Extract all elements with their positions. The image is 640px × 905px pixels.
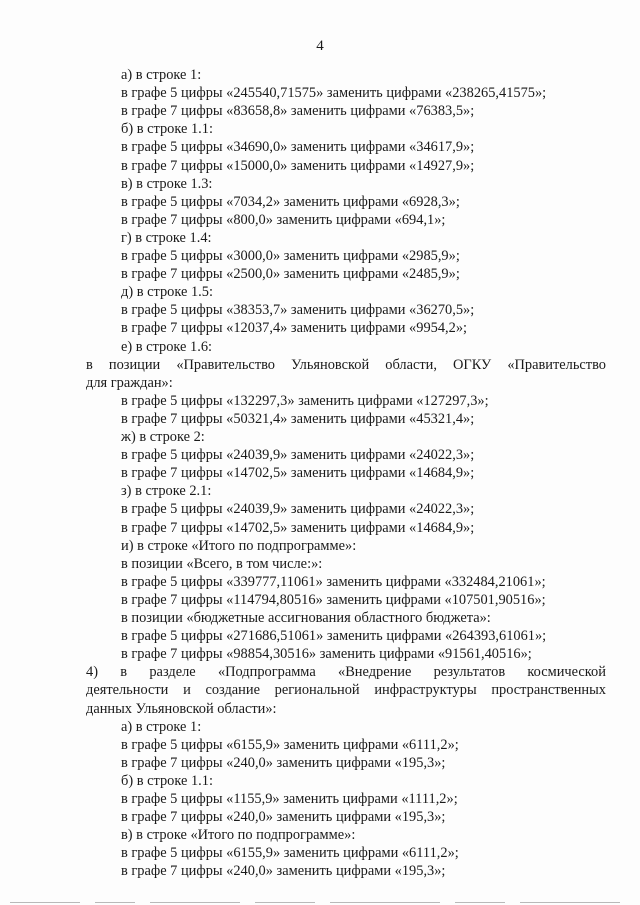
text-word: «Подпрограмма [217,664,316,681]
text-line: и) в строке «Итого по подпрограмме»: [121,537,357,554]
text-line: ж) в строке 2: [121,429,205,445]
text-word: «Правительство [176,356,275,373]
text-word: создание [205,682,260,699]
text-word: «Внедрение [338,664,412,681]
text-word: региональной [274,682,360,699]
text-line: в графе 7 цифры «240,0» заменить цифрами «195,3»; [121,809,446,826]
text-line: б) в строке 1.1: [121,121,213,138]
text-line: в графе 5 цифры «24039,9» заменить цифрами «24022,3»; [121,447,475,464]
text-line: е) в строке 1.6: [121,338,213,355]
text-line [86,681,606,699]
text-line: г) в строке 1.4: [121,229,212,246]
text-line: в графе 7 цифры «98854,30516» заменить цифрами «91561,40516»; [121,646,532,663]
text-line: в графе 7 цифры «240,0» заменить цифрами «195,3»; [121,754,446,771]
text-word: инфраструктуры [374,682,477,699]
text-word: в [86,356,93,373]
text-line: в графе 5 цифры «271686,51061» заменить цифрами «264393,61061»; [121,628,547,645]
text-line: в графе 7 цифры «114794,80516» заменить цифрами «107501,90516»; [121,591,546,608]
text-word: результатов [433,664,506,681]
page-number: 4 [316,38,324,54]
text-word: области, [385,356,437,373]
text-word: в [120,664,128,681]
text-line: в) в строке 1.3: [121,175,213,192]
text-word: разделе [149,664,196,681]
text-line: в графе 5 цифры «6155,9» заменить цифрами «6111,2»; [121,845,459,862]
text-line: в графе 7 цифры «800,0» заменить цифрами «694,1»; [121,211,446,228]
text-line: в графе 5 цифры «3000,0» заменить цифрами «2985,9»; [121,248,460,264]
text-line: в графе 7 цифры «12037,4» заменить цифрами «9954,2»; [121,320,468,337]
text-line: в позиции «бюджетные ассигнования областного бюджета»: [121,610,491,626]
text-line: для граждан»: [86,374,173,391]
text-word: деятельности [86,682,169,699]
text-word: ОГКУ [453,356,492,373]
text-line: в графе 5 цифры «1155,9» заменить цифрами «1111,2»; [121,791,458,807]
text-line: в графе 7 цифры «14702,5» заменить цифрами «14684,9»; [121,465,475,482]
text-line: в графе 5 цифры «38353,7» заменить цифрами «36270,5»; [121,302,475,319]
text-line: в графе 7 цифры «14702,5» заменить цифрами «14684,9»; [121,519,475,536]
text-line: в графе 5 цифры «245540,71575» заменить цифрами «238265,41575»; [121,85,547,102]
text-line: в графе 7 цифры «2500,0» заменить цифрами «2485,9»; [121,266,460,283]
text-line [86,356,606,374]
text-word: 4) [86,664,98,681]
text-line: в графе 5 цифры «24039,9» заменить цифрами «24022,3»; [121,501,475,518]
text-line: данных Ульяновской области»: [86,700,277,717]
text-word: Ульяновской [291,356,370,373]
text-line: б) в строке 1.1: [121,772,213,789]
text-line: в графе 7 цифры «50321,4» заменить цифрами «45321,4»; [121,410,475,427]
text-line: в графе 7 цифры «240,0» заменить цифрами «195,3»; [121,863,446,880]
text-word: космической [527,664,606,681]
text-line: в) в строке «Итого по подпрограмме»: [121,827,356,844]
text-line: в графе 5 цифры «7034,2» заменить цифрами «6928,3»; [121,193,460,210]
text-line: д) в строке 1.5: [121,284,213,301]
scan-edge-marks [0,897,640,905]
text-line: в графе 5 цифры «34690,0» заменить цифрами «34617,9»; [121,139,475,156]
text-word: позиции [108,356,161,373]
text-line: а) в строке 1: [121,718,202,735]
text-line: в позиции «Всего, в том числе:»: [121,555,323,572]
text-line: в графе 5 цифры «339777,11061» заменить цифрами «332484,21061»; [121,573,546,590]
text-word: пространственных [491,682,606,699]
text-line [86,663,606,681]
text-line: в графе 5 цифры «6155,9» заменить цифрами «6111,2»; [121,736,459,753]
text-word: «Правительство [507,356,606,373]
text-line: в графе 7 цифры «15000,0» заменить цифрами «14927,9»; [121,157,475,174]
text-line: в графе 7 цифры «83658,8» заменить цифрами «76383,5»; [121,103,475,120]
text-line: в графе 5 цифры «132297,3» заменить цифрами «127297,3»; [121,392,489,409]
text-word: и [183,682,191,699]
text-line: а) в строке 1: [121,67,202,83]
text-line: з) в строке 2.1: [121,483,212,500]
